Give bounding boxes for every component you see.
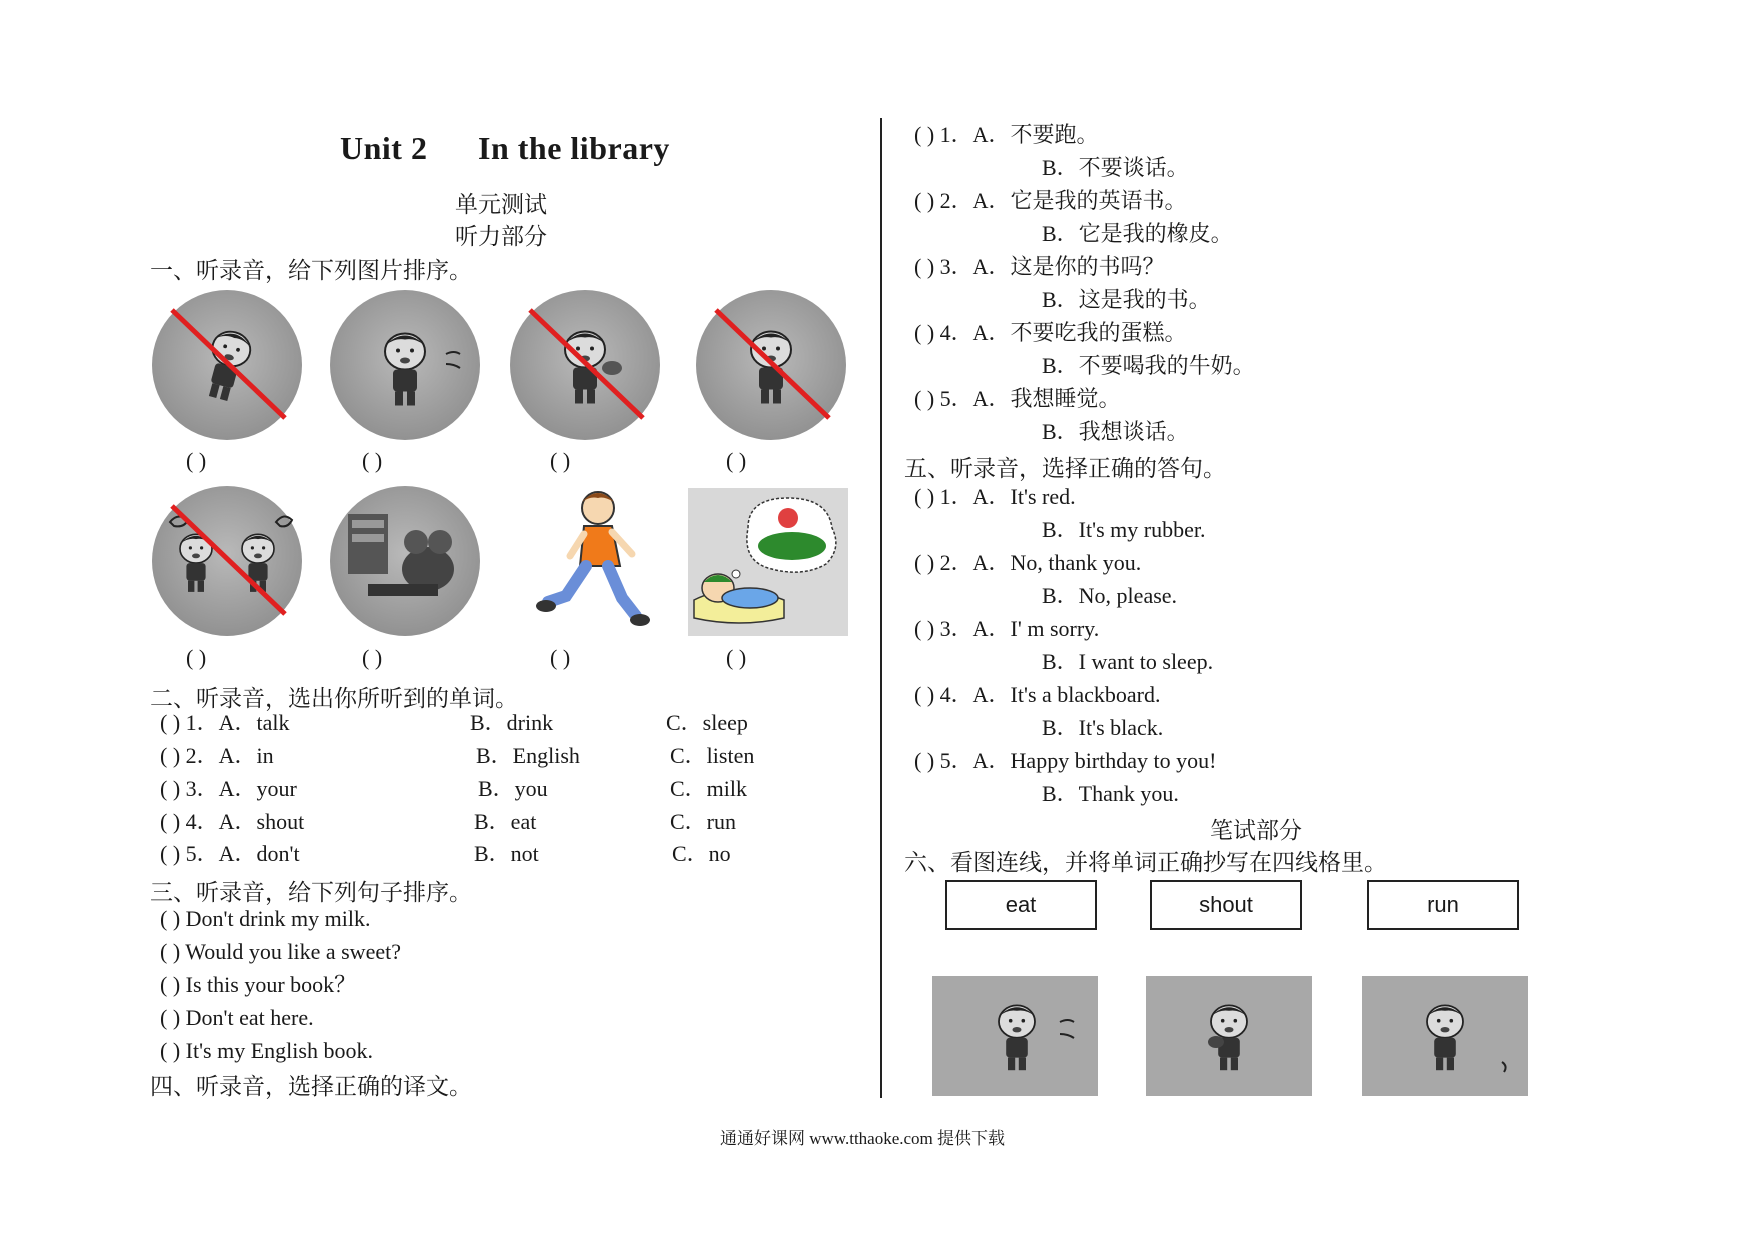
s5-q2-b[interactable]: B．No, please. <box>1042 583 1178 608</box>
s5-q2-a[interactable]: ( ) 2．A．No, thank you. <box>914 550 1142 575</box>
section-1-title: 一、听录音，给下列图片排序。 <box>150 258 472 283</box>
s4-q3-a[interactable]: ( ) 3．A．这是你的书吗？ <box>914 254 1165 279</box>
s3-sentence-1[interactable]: ( ) Don't drink my milk. <box>160 906 371 931</box>
s2-q2-c[interactable]: C．listen <box>670 743 755 768</box>
s4-q1-a[interactable]: ( ) 1．A．不要跑。 <box>914 122 1099 147</box>
column-divider <box>880 118 882 1098</box>
section-3-title: 三、听录音，给下列句子排序。 <box>150 880 472 905</box>
section-4-title: 四、听录音，选择正确的译文。 <box>150 1074 472 1099</box>
picture-7 <box>536 484 656 639</box>
footer-credit: 通通好课网 www.tthaoke.com 提供下载 <box>720 1129 1006 1148</box>
match-picture-3[interactable] <box>1362 976 1528 1101</box>
no-lying-icon <box>150 288 304 442</box>
s2-q3-b[interactable]: B．you <box>478 776 548 801</box>
s2-q1-b[interactable]: B．drink <box>470 710 554 735</box>
shouting-boy-icon <box>328 288 482 442</box>
picture-8-answer[interactable]: ( ) <box>726 645 747 670</box>
s3-sentence-5[interactable]: ( ) It's my English book. <box>160 1038 373 1063</box>
s2-q4-c[interactable]: C．run <box>670 809 737 834</box>
listening-part-label: 听力部分 <box>455 224 547 249</box>
s5-q1-b[interactable]: B．It's my rubber. <box>1042 517 1206 542</box>
picture-4 <box>694 288 848 447</box>
s3-sentence-4[interactable]: ( ) Don't eat here. <box>160 1005 314 1030</box>
no-talking-icon <box>150 484 304 638</box>
s4-q2-b[interactable]: B．它是我的橡皮。 <box>1042 221 1233 246</box>
s2-q5[interactable]: ( ) 5．A．don't <box>160 841 300 866</box>
s4-q4-a[interactable]: ( ) 4．A．不要吃我的蛋糕。 <box>914 320 1187 345</box>
s5-q5-a[interactable]: ( ) 5．A．Happy birthday to you! <box>914 748 1217 773</box>
s2-q2[interactable]: ( ) 2．A．in <box>160 743 274 768</box>
picture-6 <box>328 484 482 643</box>
word-box-shout[interactable]: shout <box>1150 880 1302 930</box>
test-subtitle: 单元测试 <box>455 192 547 217</box>
unit-label: Unit 2 <box>340 130 428 166</box>
picture-3 <box>508 288 662 447</box>
picture-4-answer[interactable]: ( ) <box>726 448 747 473</box>
picture-1-answer[interactable]: ( ) <box>186 448 207 473</box>
picture-5 <box>150 484 304 643</box>
s4-q4-b[interactable]: B．不要喝我的牛奶。 <box>1042 353 1255 378</box>
section-5-title: 五、听录音，选择正确的答句。 <box>904 456 1226 481</box>
s4-q5-a[interactable]: ( ) 5．A．我想睡觉。 <box>914 386 1121 411</box>
section-2-title: 二、听录音，选出你所听到的单词。 <box>150 686 518 711</box>
s3-sentence-3[interactable]: ( ) Is this your book？ <box>160 972 357 997</box>
s2-q5-b[interactable]: B．not <box>474 841 539 866</box>
match-picture-1[interactable] <box>932 976 1098 1101</box>
picture-7-answer[interactable]: ( ) <box>550 645 571 670</box>
picture-6-answer[interactable]: ( ) <box>362 645 383 670</box>
page-title: In the library <box>478 130 670 166</box>
s5-q3-b[interactable]: B．I want to sleep. <box>1042 649 1214 674</box>
s5-q4-b[interactable]: B．It's black. <box>1042 715 1164 740</box>
library-mouse-icon <box>328 484 482 638</box>
s2-q1-c[interactable]: C．sleep <box>666 710 748 735</box>
word-box-eat[interactable]: eat <box>945 880 1097 930</box>
s2-q1[interactable]: ( ) 1．A．talk <box>160 710 290 735</box>
s5-q5-b[interactable]: B．Thank you. <box>1042 781 1179 806</box>
picture-8 <box>688 488 848 641</box>
no-sleeping-icon <box>694 288 848 442</box>
s4-q1-b[interactable]: B．不要谈话。 <box>1042 155 1189 180</box>
dreaming-child-icon <box>688 488 848 636</box>
picture-5-answer[interactable]: ( ) <box>186 645 207 670</box>
picture-3-answer[interactable]: ( ) <box>550 448 571 473</box>
s5-q3-a[interactable]: ( ) 3．A．I' m sorry. <box>914 616 1100 641</box>
s5-q1-a[interactable]: ( ) 1．A．It's red. <box>914 484 1076 509</box>
s2-q2-b[interactable]: B．English <box>476 743 580 768</box>
s2-q5-c[interactable]: C．no <box>672 841 731 866</box>
shouting-boy-icon <box>932 976 1098 1096</box>
s2-q4[interactable]: ( ) 4．A．shout <box>160 809 305 834</box>
running-boy-icon <box>1362 976 1528 1096</box>
s2-q3[interactable]: ( ) 3．A．your <box>160 776 297 801</box>
s4-q3-b[interactable]: B．这是我的书。 <box>1042 287 1211 312</box>
eating-boy-icon <box>1146 976 1312 1096</box>
s3-sentence-2[interactable]: ( ) Would you like a sweet? <box>160 939 401 964</box>
s5-q4-a[interactable]: ( ) 4．A．It's a blackboard. <box>914 682 1161 707</box>
picture-1 <box>150 288 304 447</box>
s2-q3-c[interactable]: C．milk <box>670 776 748 801</box>
picture-2 <box>328 288 482 447</box>
section-6-title: 六、看图连线，并将单词正确抄写在四线格里。 <box>904 850 1387 875</box>
s4-q2-a[interactable]: ( ) 2．A．它是我的英语书。 <box>914 188 1187 213</box>
match-picture-2[interactable] <box>1146 976 1312 1101</box>
s4-q5-b[interactable]: B．我想谈话。 <box>1042 419 1189 444</box>
no-eating-icon <box>508 288 662 442</box>
word-box-run[interactable]: run <box>1367 880 1519 930</box>
written-part-label: 笔试部分 <box>1210 818 1302 843</box>
s2-q4-b[interactable]: B．eat <box>474 809 537 834</box>
picture-2-answer[interactable]: ( ) <box>362 448 383 473</box>
running-boy-icon <box>536 484 656 634</box>
